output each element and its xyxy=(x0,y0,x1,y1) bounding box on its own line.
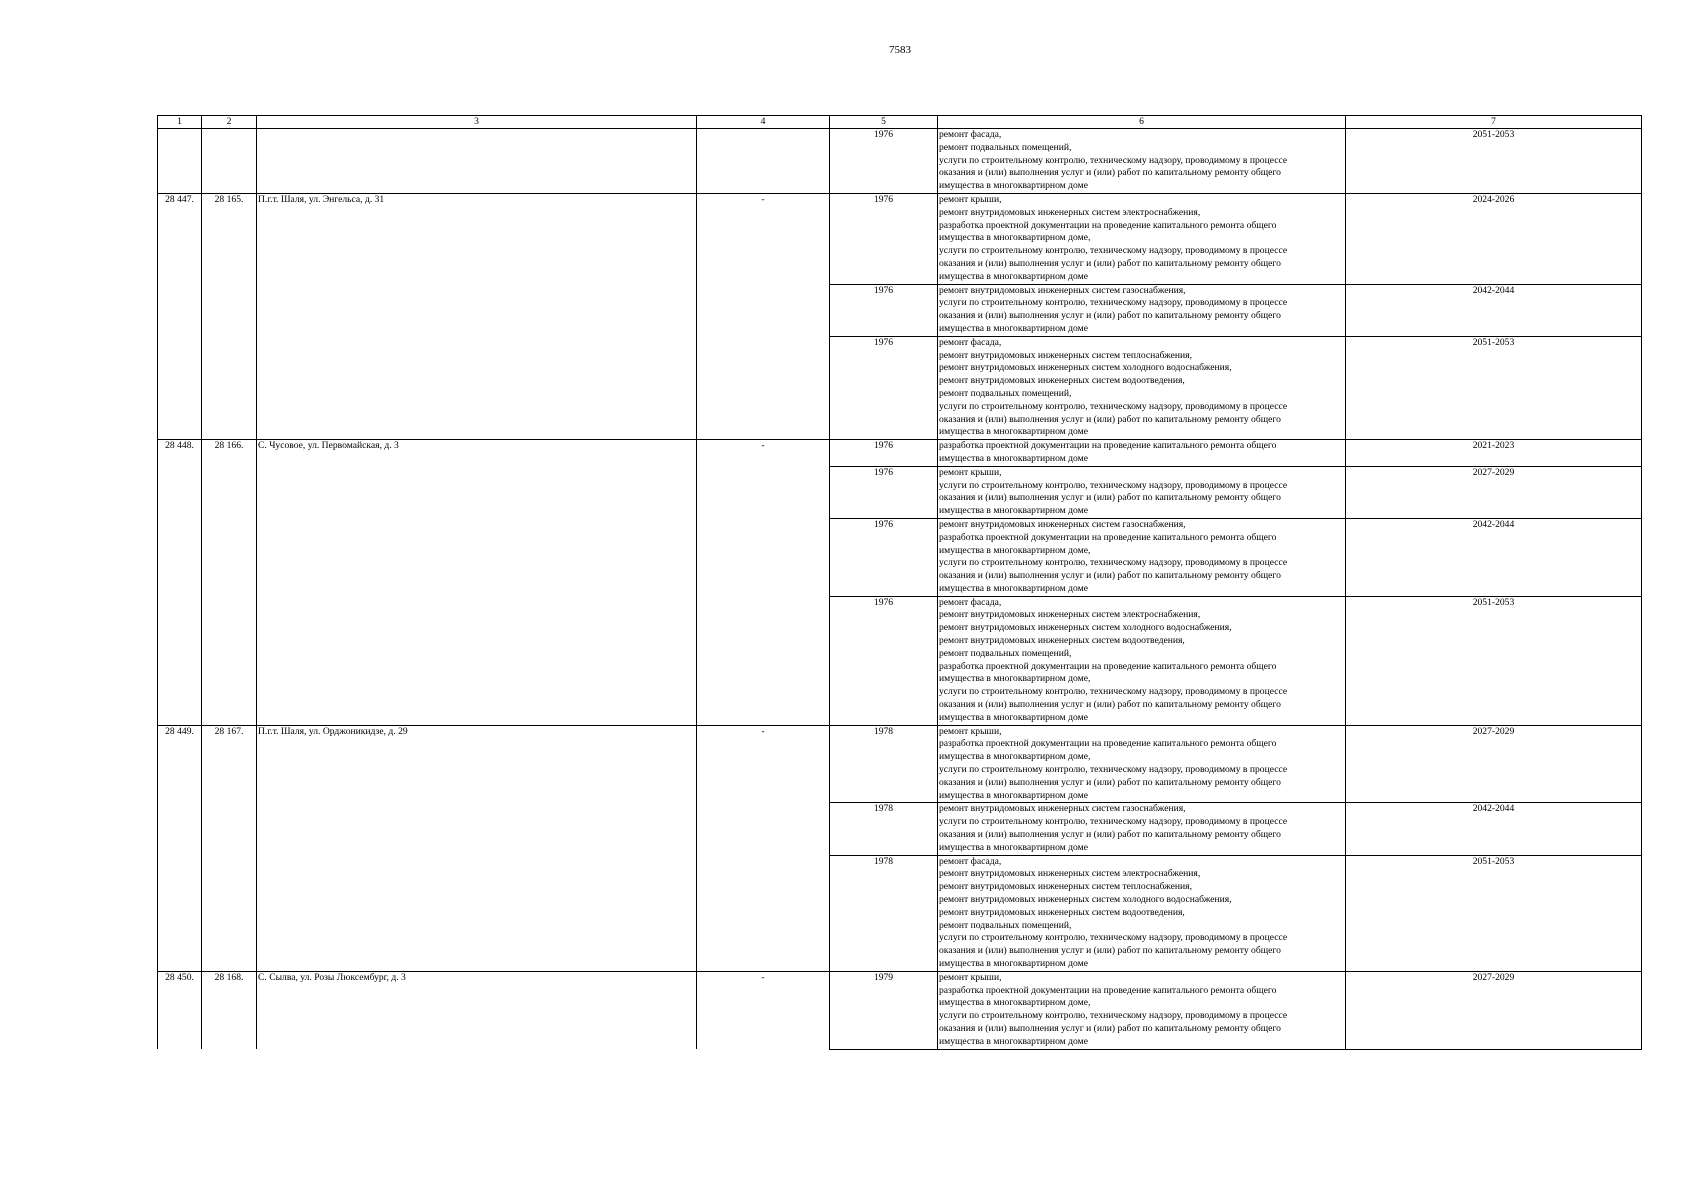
repair-schedule-table xyxy=(157,115,1642,1050)
planned-period: 2042-2044 xyxy=(1346,284,1642,336)
work-line: ремонт фасада, xyxy=(939,855,1002,867)
row-number: 28 449. xyxy=(158,725,202,971)
work-line: ремонт крыши, xyxy=(939,971,1002,983)
work-line: ремонт подвальных помещений, xyxy=(939,647,1072,659)
work-line: ремонт внутридомовых инженерных систем водоотведения, xyxy=(939,906,1185,918)
table-row xyxy=(158,193,1642,284)
work-line: услуги по строительному контролю, техническому надзору, проводимому в процессе xyxy=(939,1010,1288,1022)
commission-year: 1976 xyxy=(830,193,938,284)
work-line: оказания и (или) выполнения услуг и (или) работ по капитальному ремонту общего xyxy=(939,167,1281,179)
work-line: услуги по строительному контролю, техническому надзору, проводимому в процессе xyxy=(939,400,1288,412)
work-types xyxy=(938,971,1346,1049)
work-line: услуги по строительному контролю, техническому надзору, проводимому в процессе xyxy=(939,686,1288,698)
planned-period: 2027-2029 xyxy=(1346,971,1642,1049)
work-line: разработка проектной документации на проведение капитального ремонта общего xyxy=(939,219,1277,231)
work-line: ремонт внутридомовых инженерных систем холодного водоснабжения, xyxy=(939,894,1232,906)
work-line: услуги по строительному контролю, техническому надзору, проводимому в процессе xyxy=(939,557,1288,569)
work-line: ремонт внутридомовых инженерных систем холодного водоснабжения, xyxy=(939,622,1232,634)
table-body xyxy=(158,116,1642,1050)
work-line: имущества в многоквартирном доме xyxy=(939,1035,1088,1047)
work-line: ремонт внутридомовых инженерных систем электроснабжения, xyxy=(939,609,1201,621)
column-4-value: - xyxy=(697,725,830,971)
work-types xyxy=(938,284,1346,336)
planned-period: 2042-2044 xyxy=(1346,803,1642,855)
commission-year: 1976 xyxy=(830,336,938,439)
row-number: 28 447. xyxy=(158,193,202,439)
house-code: 28 166. xyxy=(202,440,257,726)
work-line: имущества в многоквартирном доме xyxy=(939,452,1088,464)
work-line: услуги по строительному контролю, техническому надзору, проводимому в процессе xyxy=(939,479,1288,491)
work-line: услуги по строительному контролю, техническому надзору, проводимому в процессе xyxy=(939,816,1288,828)
row-number: 28 448. xyxy=(158,440,202,726)
house-address: С. Сылва, ул. Розы Люксембург, д. 3 xyxy=(257,971,697,1049)
commission-year: 1976 xyxy=(830,596,938,725)
commission-year: 1976 xyxy=(830,440,938,467)
work-line: услуги по строительному контролю, техническому надзору, проводимому в процессе xyxy=(939,297,1288,309)
work-types xyxy=(938,440,1346,467)
work-line: оказания и (или) выполнения услуг и (или) работ по капитальному ремонту общего xyxy=(939,945,1281,957)
work-types xyxy=(938,803,1346,855)
work-line: ремонт внутридомовых инженерных систем газоснабжения, xyxy=(939,284,1186,296)
work-line: имущества в многоквартирном доме xyxy=(939,582,1088,594)
work-types xyxy=(938,336,1346,439)
work-types xyxy=(938,518,1346,596)
commission-year: 1976 xyxy=(830,284,938,336)
work-types xyxy=(938,193,1346,284)
work-line: услуги по строительному контролю, техническому надзору, проводимому в процессе xyxy=(939,245,1288,257)
work-line: ремонт внутридомовых инженерных систем теплоснабжения, xyxy=(939,881,1192,893)
work-line: услуги по строительному контролю, техническому надзору, проводимому в процессе xyxy=(939,932,1288,944)
work-line: оказания и (или) выполнения услуг и (или) работ по капитальному ремонту общего xyxy=(939,257,1281,269)
work-line: имущества в многоквартирном доме xyxy=(939,180,1088,192)
work-line: услуги по строительному контролю, техническому надзору, проводимому в процессе xyxy=(939,154,1288,166)
house-code: 28 167. xyxy=(202,725,257,971)
house-address: С. Чусовое, ул. Первомайская, д. 3 xyxy=(257,440,697,726)
table-row xyxy=(158,129,1642,194)
column-number: 2 xyxy=(202,116,257,129)
work-line: ремонт внутридомовых инженерных систем холодного водоснабжения, xyxy=(939,362,1232,374)
work-line: имущества в многоквартирном доме, xyxy=(939,751,1091,763)
planned-period: 2051-2053 xyxy=(1346,336,1642,439)
work-line: оказания и (или) выполнения услуг и (или) работ по капитальному ремонту общего xyxy=(939,776,1281,788)
column-number: 6 xyxy=(938,116,1346,129)
work-line: имущества в многоквартирном доме, xyxy=(939,232,1091,244)
work-line: ремонт внутридомовых инженерных систем электроснабжения, xyxy=(939,206,1201,218)
work-line: ремонт внутридомовых инженерных систем электроснабжения, xyxy=(939,868,1201,880)
planned-period: 2051-2053 xyxy=(1346,855,1642,971)
work-line: ремонт крыши, xyxy=(939,725,1002,737)
work-types xyxy=(938,725,1346,803)
commission-year: 1978 xyxy=(830,855,938,971)
column-4-value xyxy=(697,129,830,194)
work-line: ремонт внутридомовых инженерных систем газоснабжения, xyxy=(939,803,1186,815)
work-line: ремонт подвальных помещений, xyxy=(939,141,1072,153)
work-line: имущества в многоквартирном доме xyxy=(939,322,1088,334)
planned-period: 2024-2026 xyxy=(1346,193,1642,284)
table-row xyxy=(158,440,1642,467)
column-number: 7 xyxy=(1346,116,1642,129)
planned-period: 2027-2029 xyxy=(1346,466,1642,518)
commission-year: 1976 xyxy=(830,466,938,518)
commission-year: 1978 xyxy=(830,803,938,855)
work-types xyxy=(938,596,1346,725)
planned-period: 2027-2029 xyxy=(1346,725,1642,803)
work-line: имущества в многоквартирном доме xyxy=(939,270,1088,282)
work-line: имущества в многоквартирном доме xyxy=(939,426,1088,438)
work-line: ремонт подвальных помещений, xyxy=(939,387,1072,399)
work-line: имущества в многоквартирном доме xyxy=(939,505,1088,517)
work-line: оказания и (или) выполнения услуг и (или) работ по капитальному ремонту общего xyxy=(939,310,1281,322)
column-4-value: - xyxy=(697,971,830,1049)
work-types xyxy=(938,466,1346,518)
house-address: П.г.т. Шаля, ул. Энгельса, д. 31 xyxy=(257,193,697,439)
work-line: ремонт крыши, xyxy=(939,193,1002,205)
planned-period: 2042-2044 xyxy=(1346,518,1642,596)
work-line: разработка проектной документации на проведение капитального ремонта общего xyxy=(939,531,1277,543)
work-line: имущества в многоквартирном доме xyxy=(939,789,1088,801)
work-types xyxy=(938,129,1346,194)
column-4-value: - xyxy=(697,440,830,726)
work-line: оказания и (или) выполнения услуг и (или) работ по капитальному ремонту общего xyxy=(939,1022,1281,1034)
commission-year: 1978 xyxy=(830,725,938,803)
work-line: оказания и (или) выполнения услуг и (или) работ по капитальному ремонту общего xyxy=(939,699,1281,711)
work-line: ремонт внутридомовых инженерных систем газоснабжения, xyxy=(939,518,1186,530)
work-line: ремонт фасада, xyxy=(939,129,1002,140)
column-number: 4 xyxy=(697,116,830,129)
house-address: П.г.т. Шаля, ул. Орджоникидзе, д. 29 xyxy=(257,725,697,971)
table-row xyxy=(158,971,1642,1049)
column-number-row xyxy=(158,116,1642,129)
column-number: 3 xyxy=(257,116,697,129)
work-line: имущества в многоквартирном доме xyxy=(939,958,1088,969)
work-line: оказания и (или) выполнения услуг и (или) работ по капитальному ремонту общего xyxy=(939,829,1281,841)
planned-period: 2051-2053 xyxy=(1346,129,1642,194)
work-line: имущества в многоквартирном доме, xyxy=(939,673,1091,685)
house-code: 28 168. xyxy=(202,971,257,1049)
work-line: имущества в многоквартирном доме, xyxy=(939,544,1091,556)
work-line: ремонт подвальных помещений, xyxy=(939,919,1072,931)
work-line: разработка проектной документации на проведение капитального ремонта общего xyxy=(939,440,1277,452)
page-number: 7583 xyxy=(889,44,911,56)
commission-year: 1979 xyxy=(830,971,938,1049)
house-code xyxy=(202,129,257,194)
work-line: ремонт фасада, xyxy=(939,596,1002,608)
work-line: ремонт крыши, xyxy=(939,466,1002,478)
column-number: 5 xyxy=(830,116,938,129)
house-code: 28 165. xyxy=(202,193,257,439)
column-number: 1 xyxy=(158,116,202,129)
commission-year: 1976 xyxy=(830,129,938,194)
work-line: разработка проектной документации на проведение капитального ремонта общего xyxy=(939,738,1277,750)
work-line: ремонт внутридомовых инженерных систем водоотведения, xyxy=(939,375,1185,387)
work-types xyxy=(938,855,1346,971)
row-number: 28 450. xyxy=(158,971,202,1049)
work-line: ремонт внутридомовых инженерных систем водоотведения, xyxy=(939,635,1185,647)
work-line: имущества в многоквартирном доме xyxy=(939,841,1088,853)
work-line: услуги по строительному контролю, техническому надзору, проводимому в процессе xyxy=(939,764,1288,776)
planned-period: 2051-2053 xyxy=(1346,596,1642,725)
planned-period: 2021-2023 xyxy=(1346,440,1642,467)
house-address xyxy=(257,129,697,194)
work-line: оказания и (или) выполнения услуг и (или) работ по капитальному ремонту общего xyxy=(939,570,1281,582)
commission-year: 1976 xyxy=(830,518,938,596)
work-line: разработка проектной документации на проведение капитального ремонта общего xyxy=(939,660,1277,672)
column-4-value: - xyxy=(697,193,830,439)
work-line: имущества в многоквартирном доме xyxy=(939,711,1088,723)
work-line: имущества в многоквартирном доме, xyxy=(939,997,1091,1009)
table-row xyxy=(158,725,1642,803)
work-line: ремонт фасада, xyxy=(939,336,1002,348)
row-number xyxy=(158,129,202,194)
work-line: разработка проектной документации на проведение капитального ремонта общего xyxy=(939,984,1277,996)
work-line: оказания и (или) выполнения услуг и (или) работ по капитальному ремонту общего xyxy=(939,492,1281,504)
work-line: ремонт внутридомовых инженерных систем теплоснабжения, xyxy=(939,349,1192,361)
work-line: оказания и (или) выполнения услуг и (или) работ по капитальному ремонту общего xyxy=(939,413,1281,425)
